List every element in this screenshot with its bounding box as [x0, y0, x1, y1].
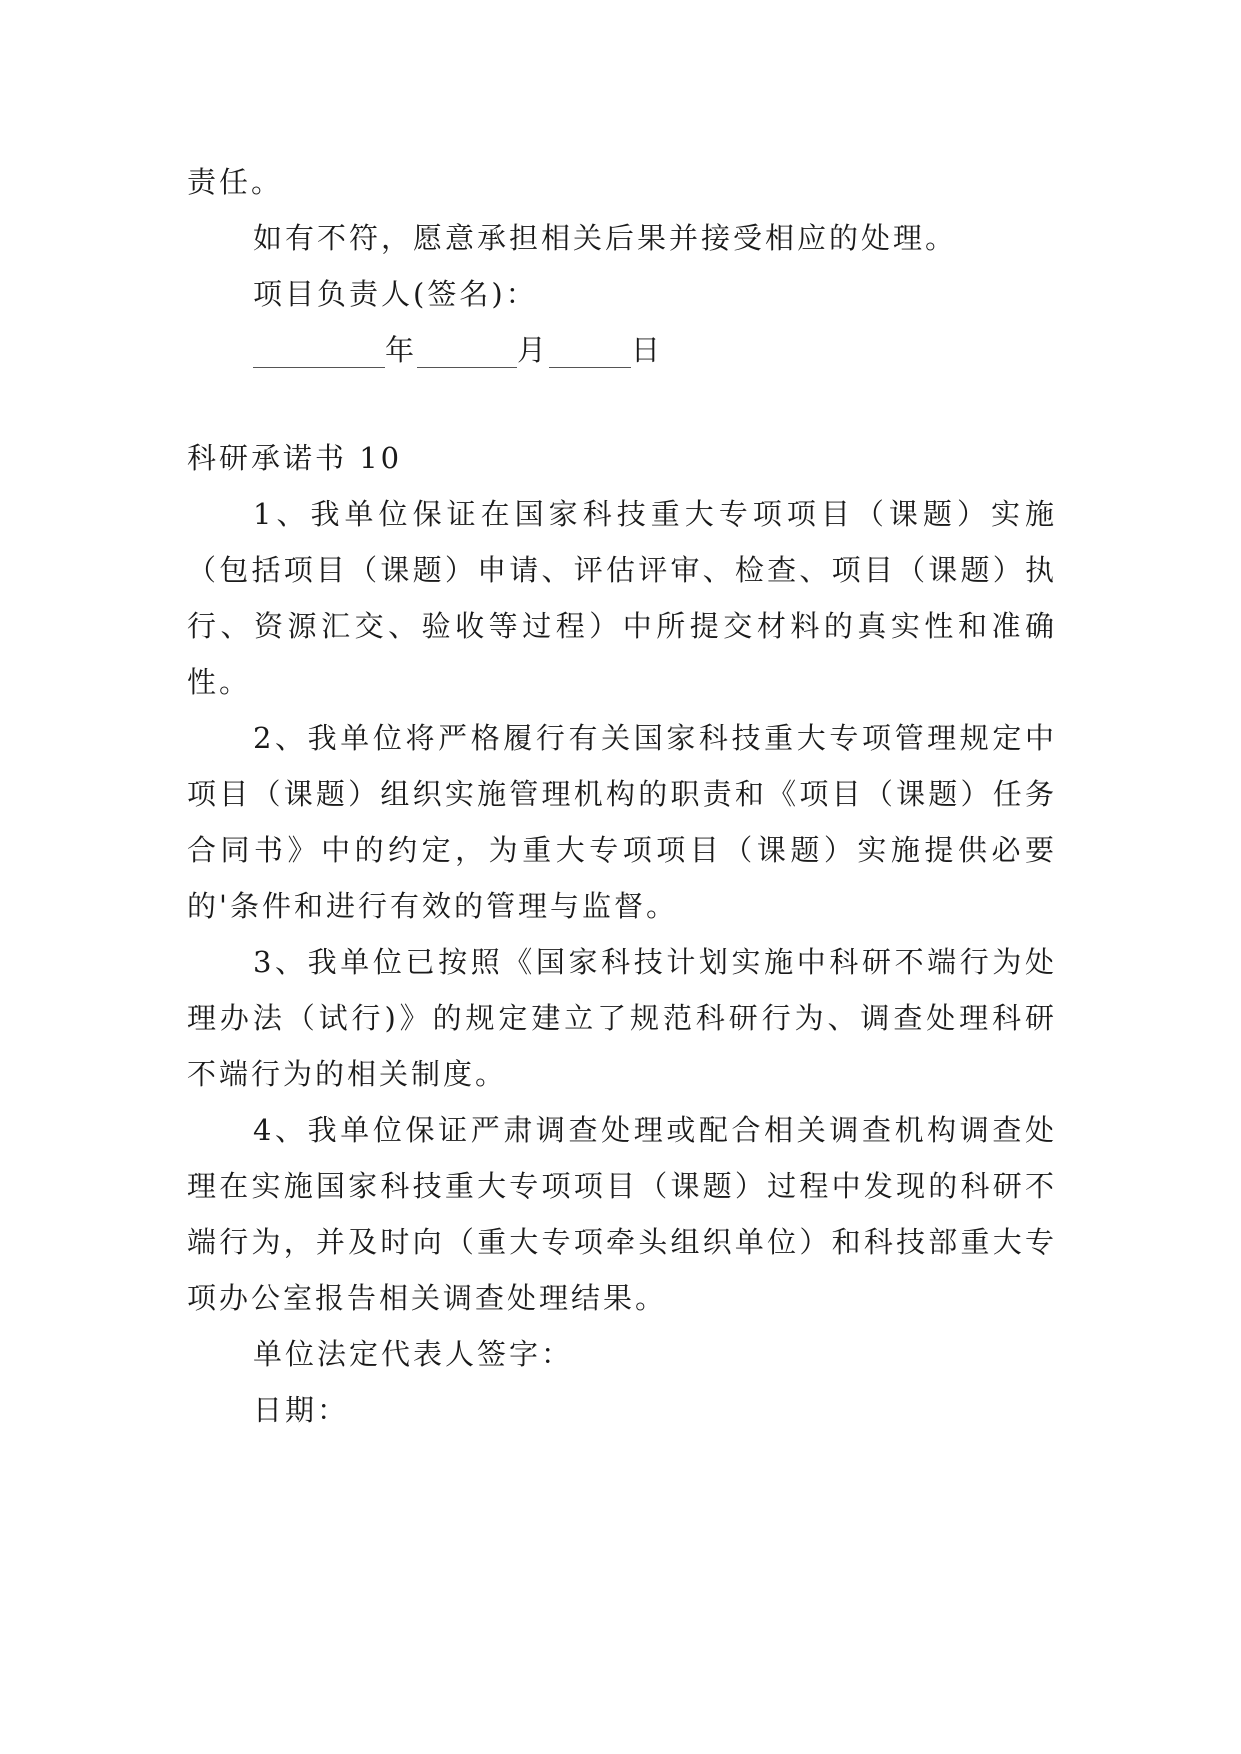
date-line — [187, 322, 1057, 378]
pledge-statement: 如有不符，愿意承担相关后果并接受相应的处理。 — [253, 221, 958, 255]
date-label: 日期： — [253, 1393, 350, 1427]
month-label: 月 — [517, 333, 550, 367]
day-blank — [549, 331, 631, 368]
year-label: 年 — [385, 333, 418, 367]
commitment-item-1: 1、我单位保证在国家科技重大专项项目（课题）实施（包括项目（课题）申请、评估评审、检查、项目（课题）执行、资源汇交、验收等过程）中所提交材料的真实性和准确性。 — [187, 497, 1057, 699]
legal-representative-label: 单位法定代表人签字： — [253, 1337, 574, 1371]
year-blank — [253, 331, 385, 368]
commitment-item-4: 4、我单位保证严肃调查处理或配合相关调查机构调查处理在实施国家科技重大专项项目（课题）过程中发现的科研不端行为，并及时向（重大专项牵头组织单位）和科技部重大专项办公室报告相关调查处理结果。 — [187, 1113, 1057, 1315]
section-title: 科研承诺书 10 — [187, 441, 403, 475]
continued-text: 责任。 — [187, 165, 284, 199]
commitment-item-3: 3、我单位已按照《国家科技计划实施中科研不端行为处理办法（试行)》的规定建立了规范科研行为、调查处理科研不端行为的相关制度。 — [187, 945, 1057, 1091]
month-blank — [417, 331, 517, 368]
section-gap — [187, 378, 1057, 430]
day-label: 日 — [631, 333, 664, 367]
signature-label: 项目负责人(签名)： — [253, 277, 538, 311]
commitment-item-2: 2、我单位将严格履行有关国家科技重大专项管理规定中项目（课题）组织实施管理机构的职责和《项目（课题）任务合同书》中的约定，为重大专项项目（课题）实施提供必要的'条件和进行有效的管理与监督。 — [187, 721, 1057, 923]
document-body — [187, 154, 1057, 1438]
